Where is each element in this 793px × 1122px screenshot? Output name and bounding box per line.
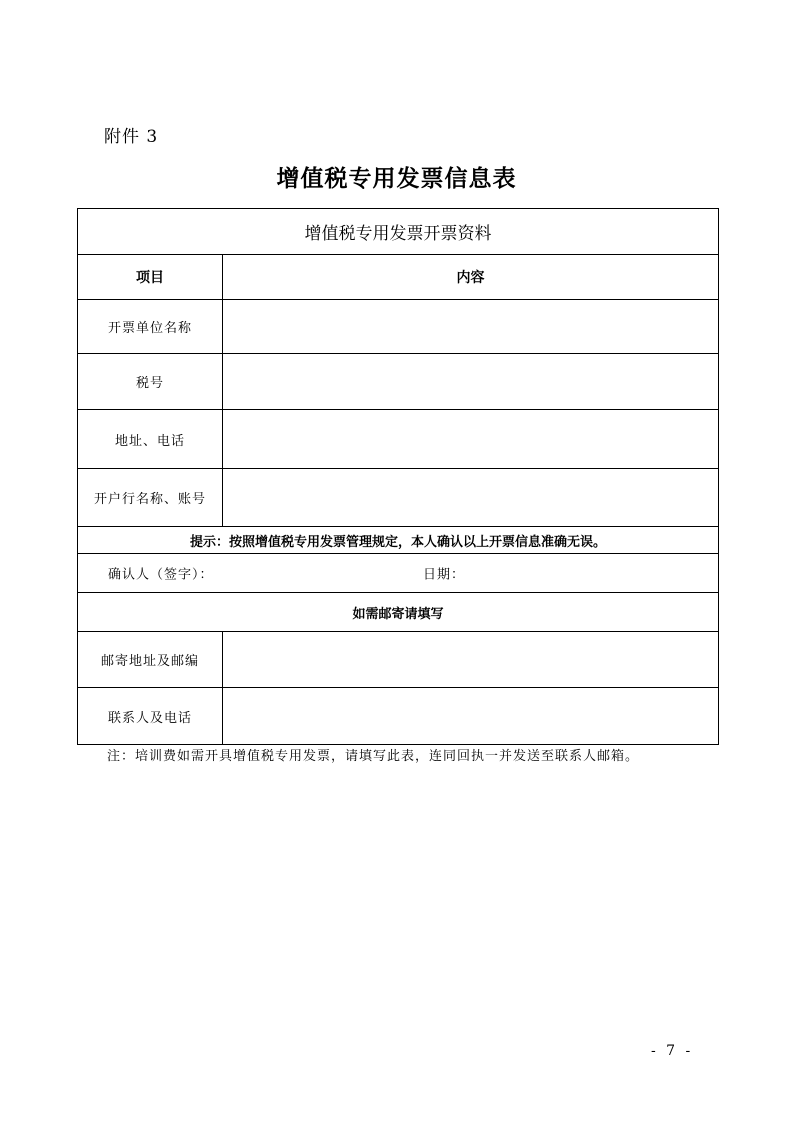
row-label-contact-phone: 联系人及电话 bbox=[78, 688, 223, 745]
company-name-field[interactable] bbox=[223, 300, 719, 354]
bank-account-field[interactable] bbox=[223, 469, 719, 527]
attachment-label: 附件 3 bbox=[104, 127, 159, 147]
footnote: 注：培训费如需开具增值税专用发票，请填写此表，连同回执一并发送至联系人邮箱。 bbox=[107, 749, 640, 764]
contact-phone-field[interactable] bbox=[223, 688, 719, 745]
signer-label: 确认人（签字）： bbox=[108, 567, 214, 583]
tax-id-field[interactable] bbox=[223, 354, 719, 410]
column-header-item: 项目 bbox=[78, 255, 223, 300]
notice-text: 提示：按照增值税专用发票管理规定，本人确认以上开票信息准确无误。 bbox=[78, 527, 719, 554]
row-label-mail-address: 邮寄地址及邮编 bbox=[78, 632, 223, 688]
row-label-bank-account: 开户行名称、账号 bbox=[78, 469, 223, 527]
section-title-mailing: 如需邮寄请填写 bbox=[78, 593, 719, 632]
row-label-company-name: 开票单位名称 bbox=[78, 300, 223, 354]
address-phone-field[interactable] bbox=[223, 410, 719, 469]
date-label: 日期： bbox=[423, 567, 466, 583]
row-label-address-phone: 地址、电话 bbox=[78, 410, 223, 469]
row-label-tax-id: 税号 bbox=[78, 354, 223, 410]
mail-address-field[interactable] bbox=[223, 632, 719, 688]
column-header-content: 内容 bbox=[223, 255, 719, 300]
section-title-invoice: 增值税专用发票开票资料 bbox=[78, 209, 719, 255]
invoice-info-table bbox=[77, 208, 719, 745]
page-number: - 7 - bbox=[651, 1043, 694, 1059]
page-title: 增值税专用发票信息表 bbox=[276, 166, 517, 192]
confirm-row bbox=[78, 554, 719, 593]
